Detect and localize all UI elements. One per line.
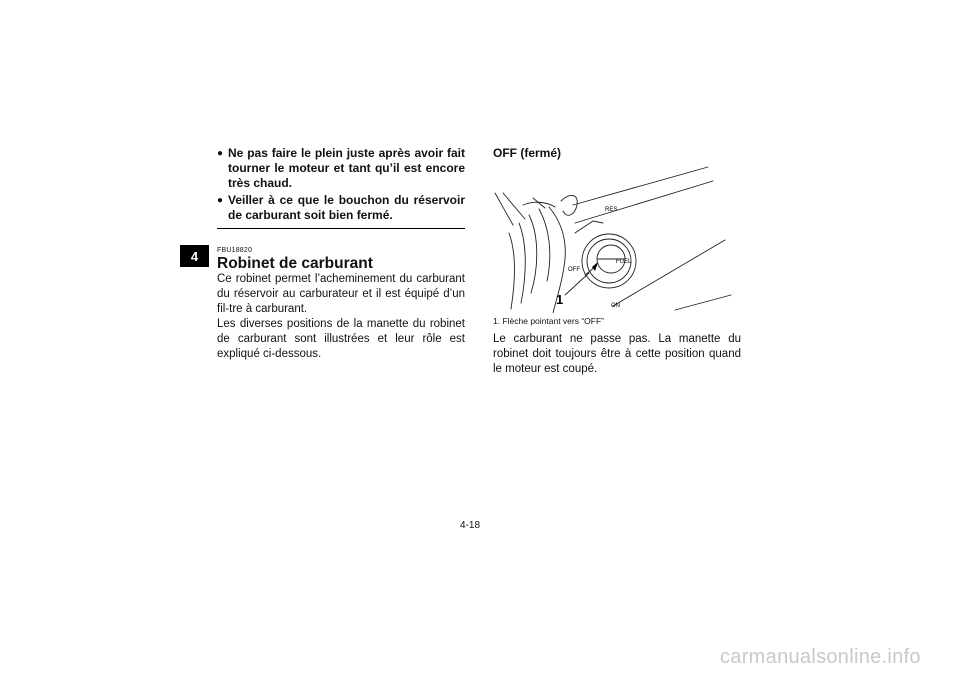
fuel-label: FUEL: [616, 259, 632, 265]
warning-item: [217, 193, 465, 223]
off-title: OFF (fermé): [493, 146, 562, 160]
off-label: OFF: [568, 267, 580, 273]
figure-caption: 1. Flèche pointant vers “OFF”: [493, 316, 605, 326]
chapter-tab: 4: [180, 245, 209, 267]
warning-divider: [217, 228, 465, 229]
fuel-cock-drawing: [493, 163, 743, 313]
left-column: [217, 146, 465, 362]
fuel-cock-illustration: [493, 163, 743, 313]
section-paragraph: Les diverses positions de la manette du robinet de carburant sont illustrées et leur rôle est expliqué ci-dessous.: [217, 318, 465, 360]
on-label: ON: [611, 303, 620, 309]
watermark: carmanualsonline.info: [720, 646, 921, 668]
arrow-icon: [592, 262, 598, 271]
warning-text: Veiller à ce que le bouchon du réservoir de carburant soit bien fermé.: [228, 193, 465, 222]
right-column: [493, 146, 741, 377]
warning-item: [217, 146, 465, 191]
off-description: Le carburant ne passe pas. La manette du robinet doit toujours être à cette position quand le moteur est coupé.: [493, 333, 741, 375]
section-paragraph: Ce robinet permet l’acheminement du carburant du réservoir au carburateur et il est équipé d’un fil-tre à carburant.: [217, 273, 465, 315]
res-label: RES: [605, 207, 618, 213]
page-number: 4-18: [460, 520, 481, 531]
section-code: FBU18820: [217, 247, 253, 254]
warning-text: Ne pas faire le plein juste après avoir fait tourner le moteur et tant qu’il est encore très chaud.: [228, 146, 465, 190]
callout-number: 1: [556, 292, 564, 307]
section-title: Robinet de carburant: [217, 255, 373, 272]
bullet-icon: ●: [217, 195, 224, 206]
bullet-icon: ●: [217, 148, 224, 159]
